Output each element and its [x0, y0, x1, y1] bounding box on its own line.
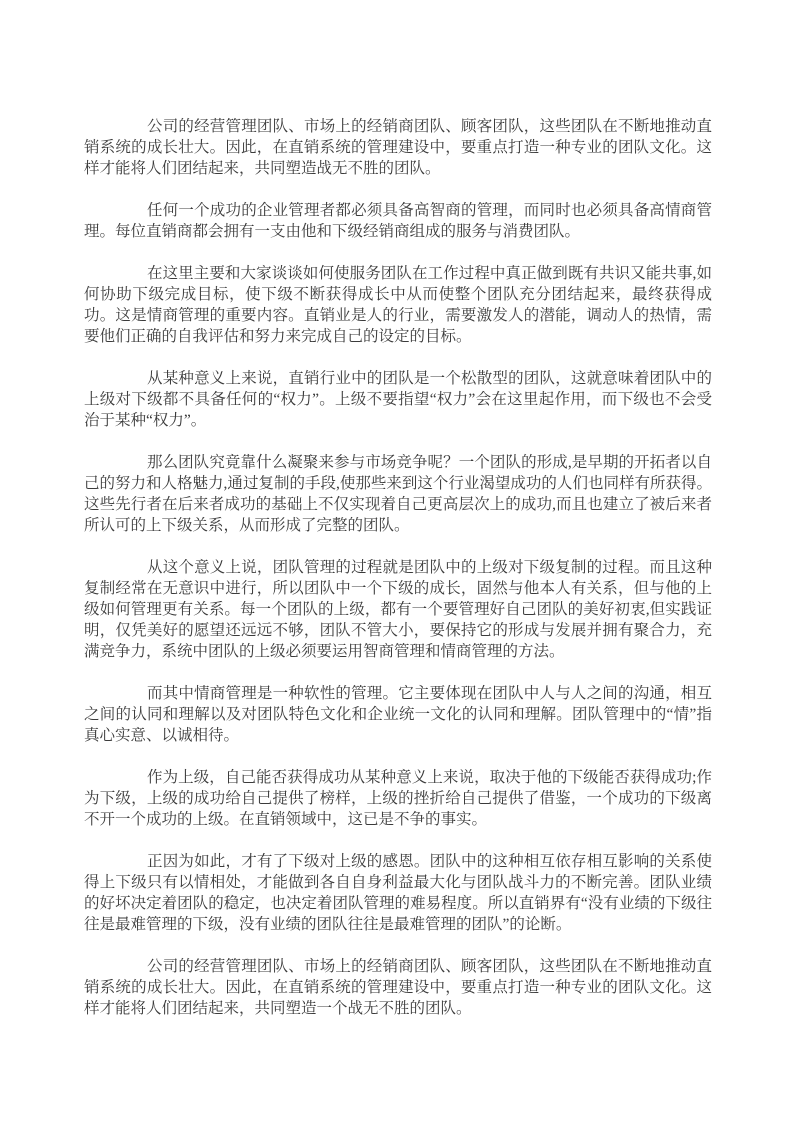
- paragraph: 公司的经营管理团队、市场上的经销商团队、顾客团队，这些团队在不断地推动直销系统的成长壮大。因此，在直销系统的管理建设中，要重点打造一种专业的团队文化。这样才能将人们团结起来，共同塑造一个战无不胜的团队。: [84, 958, 712, 1017]
- paragraph: 正因为如此，才有了下级对上级的感恩。团队中的这种相互依存相互影响的关系使得上下级只有以情相处，才能做到各自自身利益最大化与团队战斗力的不断完善。团队业绩的好坏决定着团队的稳定，也决定着团队管理的难易程度。所以直销界有“没有业绩的下级往往是最难管理的下级，没有业绩的团队往往是最难管理的团队”的论断。: [84, 853, 712, 933]
- paragraph: 而其中情商管理是一种软性的管理。它主要体现在团队中人与人之间的沟通，相互之间的认同和理解以及对团队特色文化和企业统一文化的认同和理解。团队管理中的“情”指真心实意、以诚相待。: [84, 685, 712, 744]
- paragraph: 任何一个成功的企业管理者都必须具备高智商的管理，而同时也必须具备高情商管理。每位直销商都会拥有一支由他和下级经销商组成的服务与消费团队。: [84, 202, 712, 240]
- paragraph: 作为上级，自己能否获得成功从某种意义上来说，取决于他的下级能否获得成功;作为下级，上级的成功给自己提供了榜样，上级的挫折给自己提供了借鉴，一个成功的下级离不开一个成功的上级。在直销领域中，这已是不争的事实。: [84, 769, 712, 828]
- paragraph: 从这个意义上说，团队管理的过程就是团队中的上级对下级复制的过程。而且这种复制经常在无意识中进行，所以团队中一个下级的成长，固然与他本人有关系，但与他的上级如何管理更有关系。每一个团队的上级，都有一个要管理好自己团队的美好初衷,但实践证明，仅凭美好的愿望还远远不够，团队不管大小，要保持它的形成与发展并拥有聚合力，充满竞争力，系统中团队的上级必须要运用智商管理和情商管理的方法。: [84, 559, 712, 660]
- document-body: [84, 116, 712, 1019]
- paragraph: 在这里主要和大家谈谈如何使服务团队在工作过程中真正做到既有共识又能共事,如何协助下级完成目标，使下级不断获得成长中从而使整个团队充分团结起来，最终获得成功。这是情商管理的重要内容。直销业是人的行业，需要激发人的潜能，调动人的热情，需要他们正确的自我评估和努力来完成自己的设定的目标。: [84, 265, 712, 345]
- paragraph: 公司的经营管理团队、市场上的经销商团队、顾客团队，这些团队在不断地推动直销系统的成长壮大。因此，在直销系统的管理建设中，要重点打造一种专业的团队文化。这样才能将人们团结起来，共同塑造战无不胜的团队。: [84, 118, 712, 177]
- paragraph: 那么团队究竟靠什么凝聚来参与市场竞争呢？一个团队的形成,是早期的开拓者以自己的努力和人格魅力,通过复制的手段,使那些来到这个行业渴望成功的人们也同样有所获得。这些先行者在后来者成功的基础上不仅实现着自己更高层次上的成功,而且也建立了被后来者所认可的上下级关系，从而形成了完整的团队。: [84, 454, 712, 534]
- paragraph: 从某种意义上来说，直销行业中的团队是一个松散型的团队，这就意味着团队中的上级对下级都不具备任何的“权力”。上级不要指望“权力”会在这里起作用，而下级也不会受治于某种“权力”。: [84, 370, 712, 429]
